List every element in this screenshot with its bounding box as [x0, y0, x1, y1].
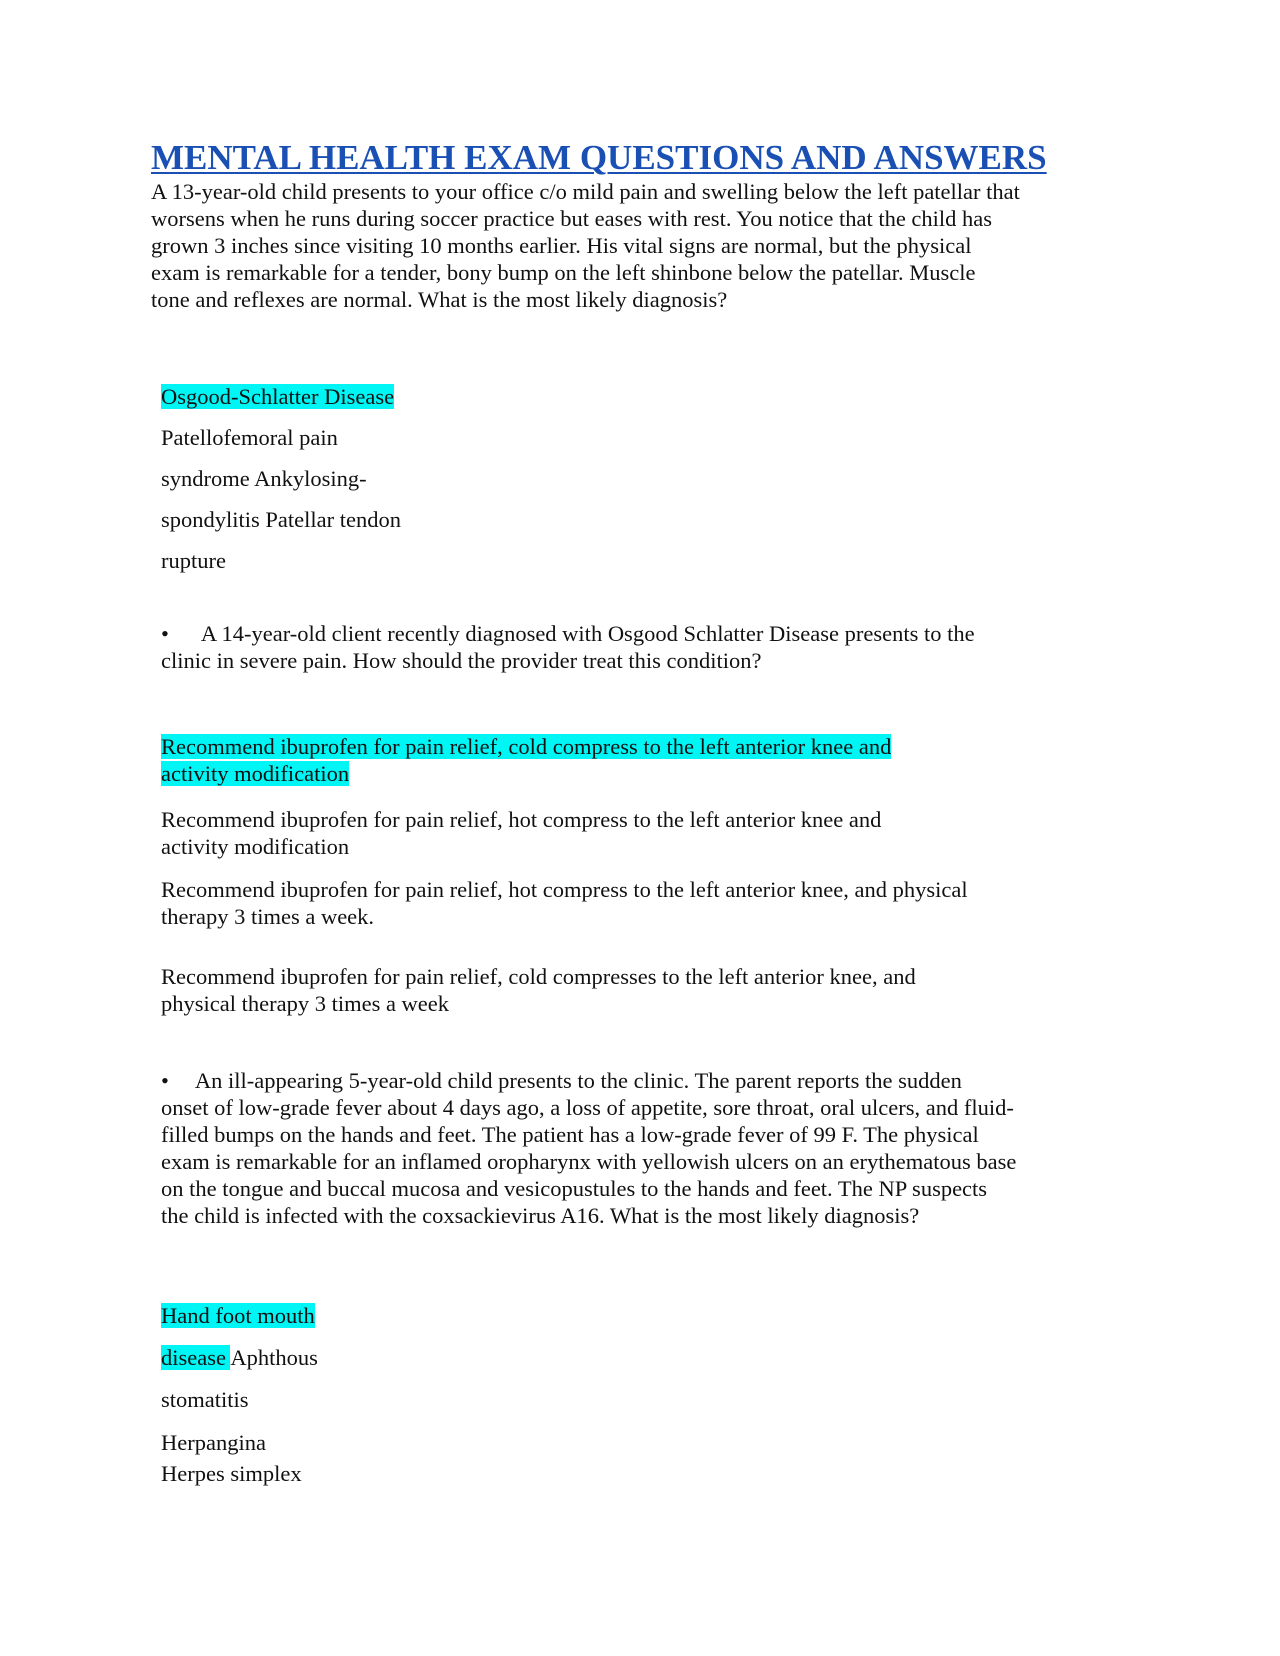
- highlighted-answer: Osgood-Schlatter Disease: [161, 384, 395, 409]
- question-1-answer: [161, 383, 394, 410]
- highlighted-answer: Hand foot mouth: [161, 1303, 315, 1328]
- question-3-option: Aphthous: [230, 1345, 318, 1370]
- question-1-line: A 13-year-old child presents to your office c/o mild pain and swelling below the left patellar that: [151, 179, 1020, 204]
- highlighted-answer: activity modification: [161, 761, 350, 786]
- question-1-option: spondylitis Patellar tendon: [161, 507, 401, 532]
- question-3-option: stomatitis: [161, 1387, 249, 1412]
- question-2-option: Recommend ibuprofen for pain relief, hot compress to the left anterior knee, and physical therapy 3 times a week.: [161, 877, 968, 929]
- question-2-line: • A 14-year-old client recently diagnosed with Osgood Schlatter Disease presents to the: [161, 621, 975, 646]
- bullet: •: [161, 1068, 169, 1093]
- question-3: [161, 1067, 1016, 1229]
- question-1-option: Patellofemoral pain: [161, 425, 338, 450]
- question-3-answer-continued: [161, 1344, 318, 1371]
- question-1: [151, 178, 1020, 313]
- question-1-line: tone and reflexes are normal. What is the most likely diagnosis?: [151, 287, 728, 312]
- highlighted-answer: disease: [161, 1345, 231, 1370]
- question-1-option: rupture: [161, 548, 226, 573]
- question-3-option: Herpangina: [161, 1430, 266, 1455]
- question-3-line: onset of low-grade fever about 4 days ago, a loss of appetite, sore throat, oral ulcers, and fluid-: [161, 1095, 1014, 1120]
- question-1-line: exam is remarkable for a tender, bony bump on the left shinbone below the patellar. Muscle: [151, 260, 976, 285]
- question-1-option: syndrome Ankylosing-: [161, 466, 367, 491]
- question-3-line: on the tongue and buccal mucosa and vesicopustules to the hands and feet. The NP suspects: [161, 1176, 988, 1201]
- question-2-option: Recommend ibuprofen for pain relief, cold compresses to the left anterior knee, and physical therapy 3 times a week: [161, 964, 916, 1016]
- highlighted-answer: Recommend ibuprofen for pain relief, cold compress to the left anterior knee and: [161, 734, 892, 759]
- bullet: •: [161, 621, 169, 646]
- question-2-line: clinic in severe pain. How should the provider treat this condition?: [161, 648, 762, 673]
- question-3-option: Herpes simplex: [161, 1461, 302, 1486]
- question-1-line: grown 3 inches since visiting 10 months earlier. His vital signs are normal, but the physical: [151, 233, 972, 258]
- question-3-line: exam is remarkable for an inflamed oropharynx with yellowish ulcers on an erythematous base: [161, 1149, 1017, 1174]
- question-3-line: • An ill-appearing 5-year-old child presents to the clinic. The parent reports the sudden: [161, 1068, 962, 1093]
- question-3-line: filled bumps on the hands and feet. The patient has a low-grade fever of 99 F. The physical: [161, 1122, 979, 1147]
- question-2-option: Recommend ibuprofen for pain relief, hot compress to the left anterior knee and activity modification: [161, 807, 882, 859]
- question-3-line: the child is infected with the coxsackievirus A16. What is the most likely diagnosis?: [161, 1203, 920, 1228]
- question-1-line: worsens when he runs during soccer practice but eases with rest. You notice that the child has: [151, 206, 993, 231]
- question-2-answer: [161, 733, 891, 787]
- question-2: [161, 620, 975, 674]
- question-3-answer: [161, 1302, 315, 1329]
- document-title: MENTAL HEALTH EXAM QUESTIONS AND ANSWERS: [151, 138, 1047, 177]
